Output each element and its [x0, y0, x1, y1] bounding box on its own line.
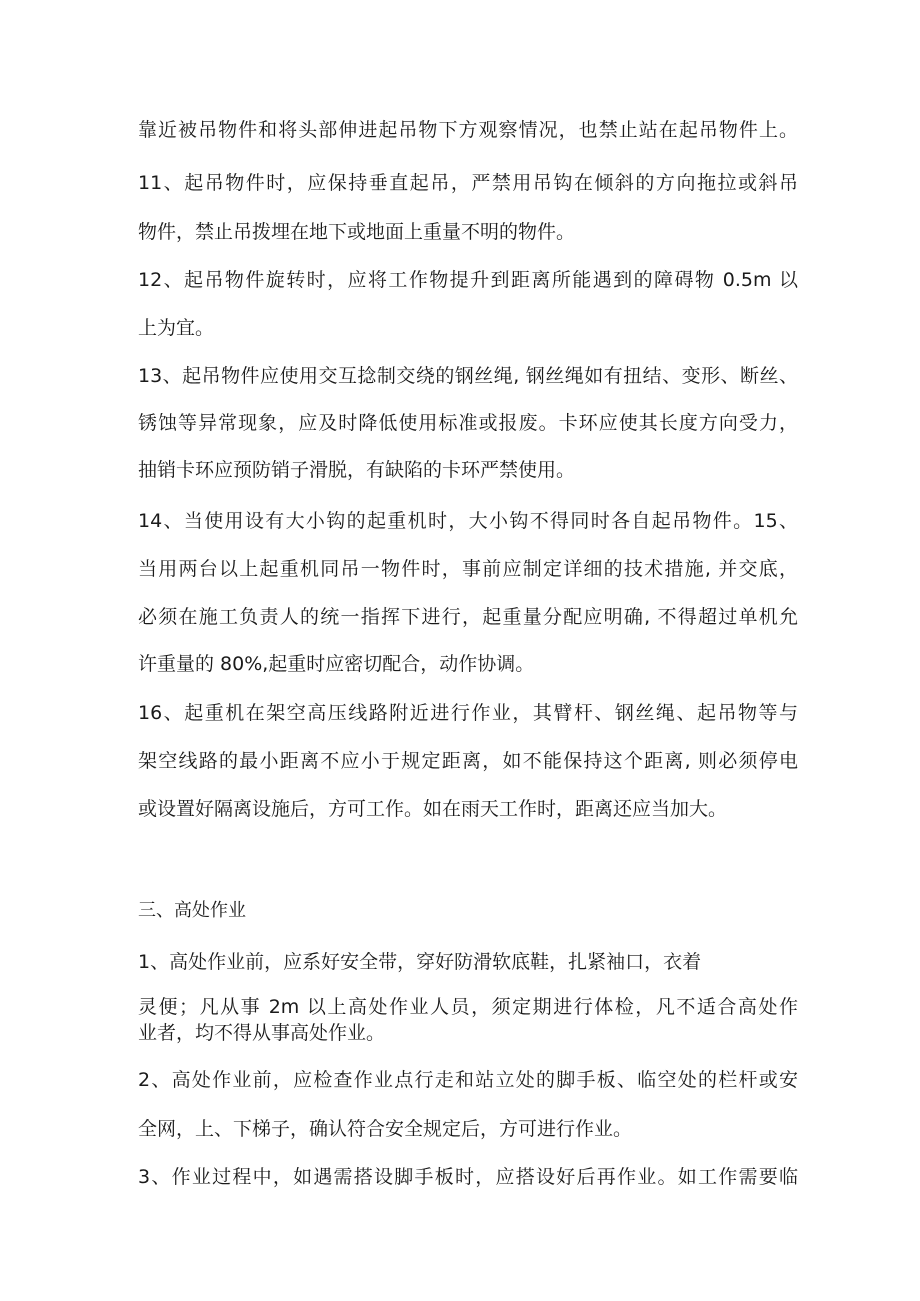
text-line: 必须在施工负责人的统一指挥下进行，起重量分配应明确, 不得超过单机允	[138, 606, 798, 628]
section-title: 三、高处作业	[138, 900, 246, 921]
text-line: 13、起吊物件应使用交互捻制交绕的钢丝绳, 钢丝绳如有扭结、变形、断丝、	[138, 365, 798, 387]
text-line: 16、起重机在架空高压线路附近进行作业，其臂杆、钢丝绳、起吊物等与	[138, 702, 798, 724]
text-line: 锈蚀等异常现象，应及时降低使用标准或报废。卡环应使其长度方向受力，	[138, 412, 798, 434]
text-line: 2、高处作业前，应检查作业点行走和站立处的脚手板、临空处的栏杆或安	[138, 1069, 798, 1091]
text-line: 14、当使用设有大小钩的起重机时，大小钩不得同时各自起吊物件。15、	[138, 510, 798, 532]
text-line: 当用两台以上起重机同吊一物件时，事前应制定详细的技术措施, 并交底，	[138, 558, 798, 580]
text-line: 12、起吊物件旋转时，应将工作物提升到距离所能遇到的障碍物 0.5m 以	[138, 269, 798, 291]
text-line: 许重量的 80%,起重时应密切配合，动作协调。	[138, 653, 535, 675]
text-line: 上为宜。	[138, 317, 215, 339]
text-line: 全网，上、下梯子，确认符合安全规定后，方可进行作业。	[138, 1118, 633, 1140]
text-line: 架空线路的最小距离不应小于规定距离，如不能保持这个距离, 则必须停电	[138, 750, 798, 772]
text-line: 物件，禁止吊拨埋在地下或地面上重量不明的物件。	[138, 221, 576, 243]
text-line: 业者，均不得从事高处作业。	[138, 1022, 386, 1044]
text-line: 抽销卡环应预防销子滑脱，有缺陷的卡环严禁使用。	[138, 459, 576, 481]
text-line: 1、高处作业前，应系好安全带，穿好防滑软底鞋，扎紧袖口，衣着	[138, 951, 702, 973]
text-line: 灵便；凡从事 2m 以上高处作业人员，须定期进行体检，凡不适合高处作	[138, 996, 798, 1018]
text-line: 或设置好隔离设施后，方可工作。如在雨天工作时，距离还应当加大。	[138, 798, 728, 820]
text-line: 11、起吊物件时，应保持垂直起吊，严禁用吊钩在倾斜的方向拖拉或斜吊	[138, 172, 798, 194]
text-line: 靠近被吊物件和将头部伸进起吊物下方观察情况，也禁止站在起吊物件上。	[138, 119, 798, 141]
text-line: 3、作业过程中，如遇需搭设脚手板时，应搭设好后再作业。如工作需要临	[138, 1166, 798, 1188]
